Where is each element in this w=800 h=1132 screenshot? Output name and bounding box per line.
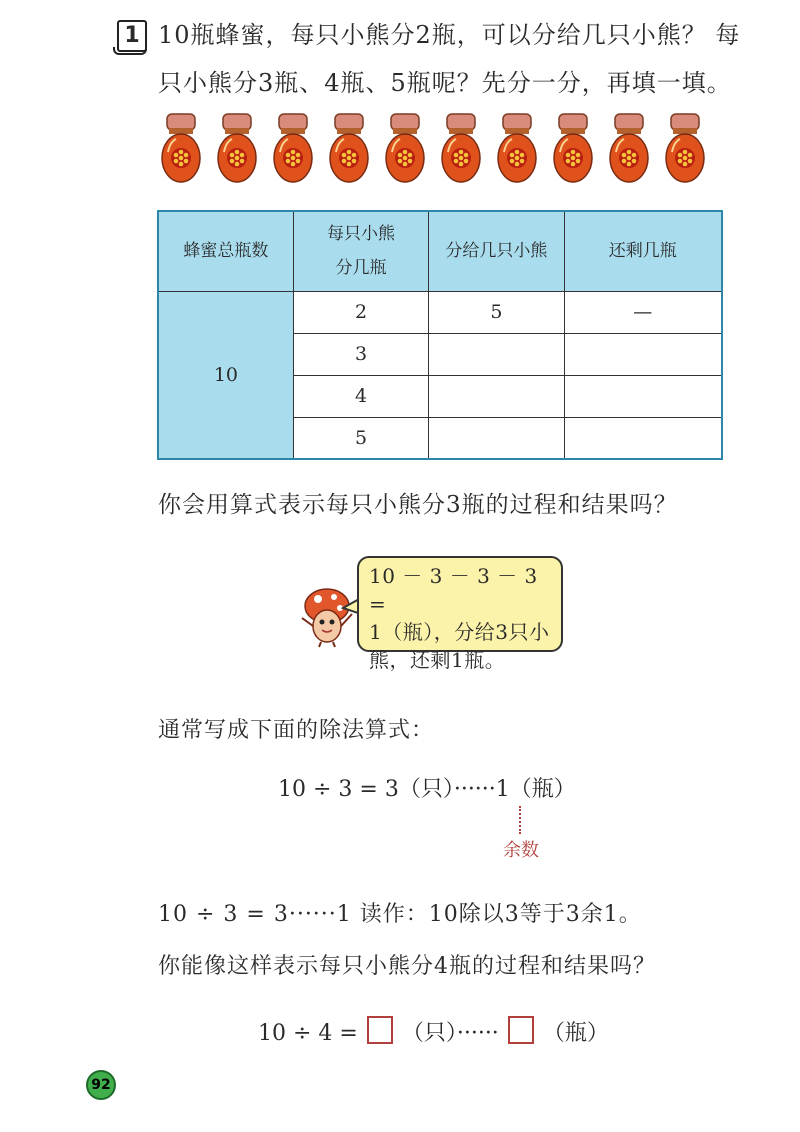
honey-jar-icon bbox=[440, 112, 482, 186]
formula-2-part3: （瓶） bbox=[542, 1021, 609, 1046]
division-formula-2 bbox=[258, 1016, 609, 1047]
problem-number: 1 bbox=[117, 20, 147, 52]
answer-box-bears[interactable] bbox=[367, 1016, 393, 1044]
problem-number-badge bbox=[113, 20, 147, 54]
question-2: 你能像这样表示每只小熊分4瓶的过程和结果吗？ bbox=[158, 954, 656, 979]
honey-jar-icon bbox=[216, 112, 258, 186]
honey-jar-icon bbox=[664, 112, 706, 186]
bears-cell[interactable] bbox=[429, 417, 564, 459]
per-bear-cell: 5 bbox=[293, 417, 428, 459]
bears-cell: 5 bbox=[429, 291, 564, 333]
formula-2-part1: 10 ÷ 4 = bbox=[258, 1021, 358, 1046]
per-bear-cell: 2 bbox=[293, 291, 428, 333]
page-number-badge: 92 bbox=[86, 1070, 116, 1100]
remainder-label: 余数 bbox=[503, 840, 539, 861]
honey-jar-icon bbox=[160, 112, 202, 186]
formula-2-part2: （只）······ bbox=[401, 1021, 499, 1046]
mushroom-mascot-icon bbox=[296, 584, 358, 648]
per-bear-cell: 4 bbox=[293, 375, 428, 417]
left-cell: — bbox=[564, 291, 722, 333]
table-header-row bbox=[158, 211, 722, 291]
bears-cell[interactable] bbox=[429, 375, 564, 417]
bubble-line-2: 1（瓶），分给3只小 bbox=[369, 620, 550, 644]
honey-jar-icon bbox=[384, 112, 426, 186]
answer-box-remainder[interactable] bbox=[508, 1016, 534, 1044]
table-row bbox=[158, 291, 722, 333]
speech-bubble bbox=[357, 556, 563, 672]
total-cell: 10 bbox=[158, 291, 293, 459]
bubble-line-3: 熊，还剩1瓶。 bbox=[369, 648, 506, 672]
problem-text-line1: 10瓶蜂蜜，每只小熊分2瓶，可以分给几只小熊？ 每 bbox=[158, 21, 741, 49]
honey-jar-row bbox=[160, 112, 720, 188]
question-1: 你会用算式表示每只小熊分3瓶的过程和结果吗？ bbox=[158, 492, 678, 518]
honey-jar-icon bbox=[552, 112, 594, 186]
remainder-pointer bbox=[519, 806, 523, 834]
left-cell[interactable] bbox=[564, 375, 722, 417]
honey-jar-icon bbox=[496, 112, 538, 186]
read-as-text: 10 ÷ 3 = 3······1 读作：10除以3等于3余1。 bbox=[158, 902, 642, 927]
honey-jar-icon bbox=[272, 112, 314, 186]
left-cell[interactable] bbox=[564, 417, 722, 459]
share-table bbox=[157, 210, 723, 460]
header-left: 还剩几瓶 bbox=[564, 211, 722, 291]
honey-jar-icon bbox=[608, 112, 650, 186]
left-cell[interactable] bbox=[564, 333, 722, 375]
division-formula-1: 10 ÷ 3 = 3（只）······1（瓶） bbox=[278, 777, 576, 802]
header-bears: 分给几只小熊 bbox=[429, 211, 564, 291]
honey-jar-icon bbox=[328, 112, 370, 186]
bubble-line-1: 10 － 3 － 3 － 3 = bbox=[369, 564, 538, 616]
per-bear-cell: 3 bbox=[293, 333, 428, 375]
header-total: 蜂蜜总瓶数 bbox=[158, 211, 293, 291]
intro-text: 通常写成下面的除法算式： bbox=[158, 718, 435, 743]
bears-cell[interactable] bbox=[429, 333, 564, 375]
book-icon bbox=[113, 47, 147, 55]
header-per-bear: 每只小熊分几瓶 bbox=[293, 211, 428, 291]
problem-text-line2: 只小熊分3瓶、4瓶、5瓶呢？先分一分，再填一填。 bbox=[158, 69, 732, 97]
